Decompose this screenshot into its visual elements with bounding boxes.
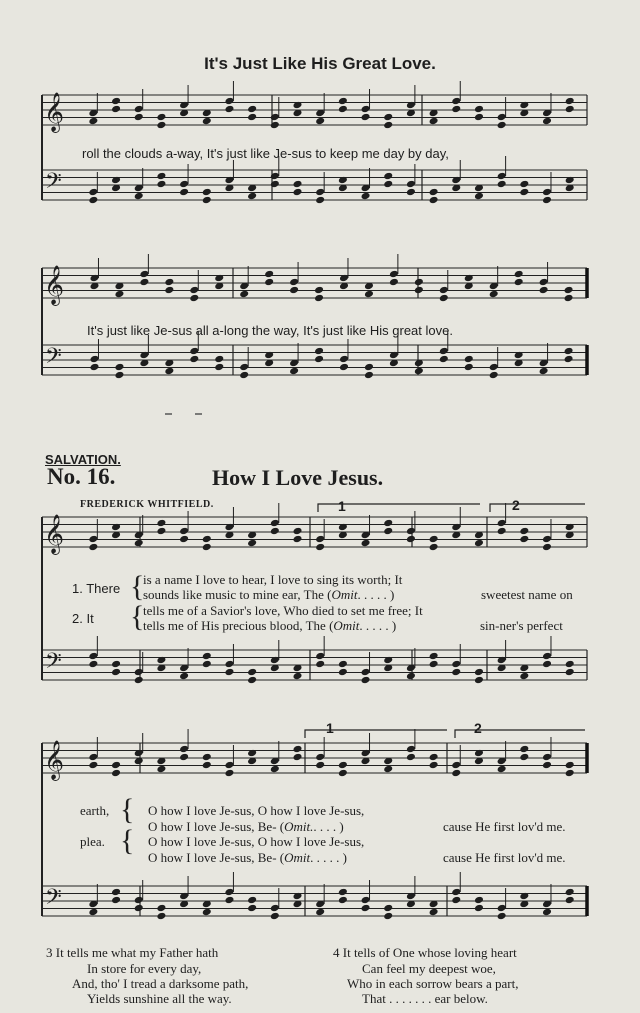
song2-system1-treble-note (429, 543, 439, 552)
song1-system2-bass-note (239, 371, 249, 380)
song1-system1-bass-note (202, 196, 212, 205)
song1-system1-treble-note (224, 97, 234, 106)
song2-system2-bass-note (111, 896, 121, 905)
song2-system1-bass-note (338, 660, 348, 669)
stanza4-line2: Can feel my deepest woe, (362, 961, 496, 976)
song1-system1-treble-note (315, 117, 325, 126)
song2-system1-bass-note (88, 660, 98, 669)
song1-system1-treble-note (474, 105, 484, 114)
song1-system2-treble-note (189, 294, 199, 303)
song1-system1-treble-note (497, 121, 507, 130)
song2-system2-bass-note (202, 908, 212, 917)
song2-system1-treble-clef: 𝄞 (44, 514, 65, 554)
song1-system1-treble-note (338, 97, 348, 106)
verse2-line-a: tells me of a Savior's love, Who died to set me free; It (143, 603, 423, 618)
song1-system1-bass-note (542, 188, 552, 197)
song1-system1-bass-note (315, 188, 325, 197)
song2-system1-treble-note (519, 527, 529, 536)
song2-system2-treble-note (179, 753, 189, 762)
song1-system1-treble-note (270, 113, 280, 122)
song1-system2-treble-note (164, 286, 174, 295)
song2-system2-treble-note (406, 753, 416, 762)
song2-system1-treble-note (315, 535, 325, 544)
song1-system1-bass-note (519, 188, 529, 197)
song2-system2-bass-clef: 𝄢 (45, 885, 62, 915)
song1-system1-bass-note (497, 172, 507, 181)
song1-system1-bass-note (361, 192, 371, 201)
song1-system2-treble-note (414, 278, 424, 287)
song1-system1-bass-note (202, 188, 212, 197)
song1-system2-treble-note (389, 270, 399, 279)
song2-system1-bass-note (293, 672, 303, 681)
hymn-number: No. 16. (47, 464, 116, 489)
song2-system1-bass-note (451, 660, 461, 669)
song2-system1-bass-note (247, 668, 257, 677)
song2-system1-treble-note (519, 535, 529, 544)
verse2-number: 2. It (72, 611, 94, 626)
song1-system1-treble-note (134, 113, 144, 122)
song2-system2-treble-note (565, 761, 575, 770)
song1-system1-bass-note (270, 180, 280, 189)
ending-first-label: 1 (338, 498, 346, 514)
song2-system1-treble-note (88, 535, 98, 544)
ending-first-label-2: 1 (326, 720, 334, 736)
song1-system1-bass-note (156, 180, 166, 189)
song2-system2-treble-clef: 𝄞 (44, 740, 65, 780)
song2-system2-bass-note (224, 888, 234, 897)
song2-system2-bass-note (474, 896, 484, 905)
song2-system1-bass-note (338, 668, 348, 677)
song1-system2-bass-clef: 𝄢 (45, 344, 62, 374)
stanza4-line4: That . . . . . . . ear below. (362, 991, 488, 1006)
song1-system1-treble-note (474, 113, 484, 122)
song2-system1-treble-note (179, 527, 189, 536)
song2-system2-treble-note (429, 761, 439, 770)
song2-system1-bass-note (88, 652, 98, 661)
song2-system2-bass-note (497, 904, 507, 913)
song2-system2-bass-note (565, 888, 575, 897)
song1-system2-treble-note (264, 278, 274, 287)
stanza4-line1: 4 It tells of One whose loving heart (333, 945, 517, 960)
song1-system1-bass-note (497, 180, 507, 189)
song2-system2-bass-note (361, 896, 371, 905)
song2-system1-treble-note (202, 535, 212, 544)
song2-system2-treble-note (542, 761, 552, 770)
song1-system1-bass-note (315, 196, 325, 205)
section-label: SALVATION. (45, 452, 121, 467)
verse1-line-a: is a name I love to hear, I love to sing its worth; It (143, 572, 403, 587)
song2-system2-treble-note (497, 765, 507, 774)
song2-system1-bass-note (224, 660, 234, 669)
song2-system1-treble-note (497, 527, 507, 536)
song2-system1-bass-note (361, 668, 371, 677)
verse1-line-c: earth, (80, 803, 110, 818)
song1-system1-bass-clef: 𝄢 (45, 169, 62, 199)
song2-system1-bass-note (134, 676, 144, 685)
song1-lyric-line1: roll the clouds a-way, It's just like Je-sus to keep me day by day, (82, 146, 449, 161)
song2-system1-bass-clef: 𝄢 (45, 649, 62, 679)
song2-system2-treble-note (315, 753, 325, 762)
song2-system2-bass-note (315, 908, 325, 917)
song1-system1-treble-note (497, 113, 507, 122)
song2-system2-bass-note (247, 896, 257, 905)
song1-system2-bass-note (439, 347, 449, 356)
song1-system2-treble-note (314, 286, 324, 295)
song2-system2-treble-note (293, 753, 303, 762)
song1-system1-bass-note (293, 180, 303, 189)
song1-system2-bass-note (339, 355, 349, 364)
song1-system1-treble-note (247, 113, 257, 122)
ending-second-label-2: 2 (474, 720, 482, 736)
refrain-line2-end: cause He first lov'd me. (443, 819, 566, 834)
song1-system1-bass-note (179, 188, 189, 197)
song2-system2-bass-note (451, 888, 461, 897)
song1-system2-treble-note (439, 286, 449, 295)
song2-system2-bass-note (451, 896, 461, 905)
song2-title: How I Love Jesus. (212, 465, 384, 490)
song1-system1-bass-note (429, 188, 439, 197)
song1-system2-treble-note (564, 286, 574, 295)
song2-system2-treble-note (338, 761, 348, 770)
song2-system1-treble-note (88, 543, 98, 552)
song1-system2-treble-note (289, 286, 299, 295)
song2-system1-treble-note (406, 535, 416, 544)
verse1-line-b: sounds like music to mine ear, The (Omit. . . . . ) (143, 587, 395, 602)
song1-system2-treble-note (114, 290, 124, 299)
song2-system2-bass-note (383, 912, 393, 921)
song2-system2-treble-note (111, 761, 121, 770)
song2-system2-bass-note (338, 888, 348, 897)
song1-system2-bass-note (564, 355, 574, 364)
song1-system2-treble-note (539, 278, 549, 287)
song1-system1-bass-note (474, 192, 484, 201)
song1-system1-treble-note (156, 121, 166, 130)
verse2-line-c: plea. (80, 834, 105, 849)
song1-system1-treble-note (361, 105, 371, 114)
song1-system2-bass-note (214, 355, 224, 364)
song1-system2-bass-note (189, 355, 199, 364)
song2-system1-treble-note (270, 527, 280, 536)
song1-system2-treble-note (539, 286, 549, 295)
song2-system2-bass-note (338, 896, 348, 905)
song1-system2-bass-note (214, 363, 224, 372)
song1-system1-bass-note (156, 172, 166, 181)
refrain-line1: O how I love Je-sus, O how I love Je-sus, (148, 803, 365, 818)
song2-system2-treble-note (315, 761, 325, 770)
song1-system1-bass-note (247, 192, 257, 201)
song1-system1-treble-note (88, 117, 98, 126)
song2-system1-bass-note (429, 652, 439, 661)
song2-system1-treble-note (383, 519, 393, 528)
song2-system1-bass-note (565, 660, 575, 669)
song1-system1-treble-note (111, 105, 121, 114)
song2-system1-bass-note (315, 660, 325, 669)
song2-system1-treble-note (542, 543, 552, 552)
song1-system2-treble-note (489, 290, 499, 299)
song2-system2-treble-note (224, 769, 234, 778)
ending-bracket-second (490, 504, 585, 512)
song2-system1-bass-note (179, 672, 189, 681)
song1-system2-treble-note (414, 286, 424, 295)
song1-system1-bass-note (293, 188, 303, 197)
song2-system1-treble-note (429, 535, 439, 544)
song1-system2-treble-note (239, 290, 249, 299)
song2-system1-bass-note (406, 672, 416, 681)
song1-system2-bass-note (364, 371, 374, 380)
song1-system1-treble-note (451, 105, 461, 114)
song1-system1-treble-note (565, 105, 575, 114)
song1-system1-bass-note (179, 180, 189, 189)
song1-system2-bass-note (339, 363, 349, 372)
song2-system2-bass-note (224, 896, 234, 905)
song1-system1-treble-note (451, 97, 461, 106)
song2-system1-treble-note (474, 539, 484, 548)
song1-system2-bass-note (464, 355, 474, 364)
song2-system1-treble-note (179, 535, 189, 544)
song2-system1-bass-note (202, 652, 212, 661)
song2-system1-bass-note (542, 652, 552, 661)
stanza3-line4: Yields sunshine all the way. (87, 991, 232, 1006)
song2-system1-bass-note (202, 660, 212, 669)
song1-system1-treble-note (542, 117, 552, 126)
song2-system2-treble-note (111, 769, 121, 778)
song2-system1-treble-note (156, 527, 166, 536)
song1-system2-bass-note (90, 363, 100, 372)
song2-system2-bass-note (383, 904, 393, 913)
song2-system1-treble-note (270, 519, 280, 528)
song1-system2-treble-note (139, 278, 149, 287)
song2-system1-bass-note (224, 668, 234, 677)
song2-system2-treble-note (406, 745, 416, 754)
song2-system1-treble-note (406, 527, 416, 536)
song2-system1-bass-note (111, 668, 121, 677)
song1-system1-treble-note (224, 105, 234, 114)
song2-system2-bass-note (156, 912, 166, 921)
song1-system2-treble-note (389, 278, 399, 287)
song1-system1-bass-note (88, 188, 98, 197)
song1-system2-bass-note (489, 371, 499, 380)
verse1-number: 1. There (72, 581, 121, 596)
song2-system1-treble-note (293, 527, 303, 536)
song2-system1-bass-note (519, 672, 529, 681)
song2-system2-bass-note (247, 904, 257, 913)
song1-system2-bass-note (539, 367, 549, 376)
song2-system2-bass-note (361, 904, 371, 913)
song2-system2-bass-note (270, 904, 280, 913)
song1-system2-treble-note (164, 278, 174, 287)
song1-lyric-line2: It's just like Je-sus all a-long the way, It's just like His great love. (87, 323, 453, 338)
song2-system1-treble-note (247, 539, 257, 548)
song2-system1-bass-note (247, 676, 257, 685)
song2-system2-treble-note (451, 761, 461, 770)
song2-system2-treble-note (202, 753, 212, 762)
song2-system2-treble-note (429, 753, 439, 762)
song1-system2-treble-note (314, 294, 324, 303)
song1-system2-treble-note (439, 294, 449, 303)
song1-system2-bass-note (464, 363, 474, 372)
verse1-brace: { (130, 570, 145, 603)
song2-system2-treble-note (519, 753, 529, 762)
song1-system2-treble-note (189, 286, 199, 295)
verse2-brace: { (130, 600, 145, 633)
refrain-line3: O how I love Je-sus, O how I love Je-sus, (148, 834, 365, 849)
song1-system1-treble-note (338, 105, 348, 114)
song2-system1-bass-note (361, 676, 371, 685)
song2-system2-treble-note (338, 769, 348, 778)
song1-system1-bass-note (429, 196, 439, 205)
song1-system2-bass-note (439, 355, 449, 364)
song2-system2-bass-note (497, 912, 507, 921)
song1-system2-treble-note (514, 270, 524, 279)
song1-system1-bass-note (519, 180, 529, 189)
song2-system2-treble-note (179, 745, 189, 754)
song2-system1-bass-note (111, 660, 121, 669)
song1-system1-treble-note (202, 117, 212, 126)
song2-system1-bass-note (134, 668, 144, 677)
song1-system2-bass-note (489, 363, 499, 372)
stanza4-line3: Who in each sorrow bears a part, (347, 976, 519, 991)
song2-system1-treble-note (383, 527, 393, 536)
song2-system2-bass-note (270, 912, 280, 921)
song1-system2-treble-note (564, 294, 574, 303)
song1-system1-bass-note (134, 192, 144, 201)
song1-system2-treble-note (139, 270, 149, 279)
refrain-brace-2: { (120, 824, 135, 857)
refrain-line4-end: cause He first lov'd me. (443, 850, 566, 865)
song2-system2-bass-note (156, 904, 166, 913)
song1-system2-bass-note (114, 363, 124, 372)
song2-system1-bass-note (474, 676, 484, 685)
song2-system2-bass-note (542, 908, 552, 917)
song2-system2-treble-note (88, 761, 98, 770)
verse2-line-a-end: sin-ner's perfect (480, 618, 563, 633)
song2-system2-treble-note (270, 765, 280, 774)
song1-system1-treble-note (134, 105, 144, 114)
song2-system1-treble-note (202, 543, 212, 552)
stanza3-line2: In store for every day, (87, 961, 202, 976)
song1-system1-treble-note (111, 97, 121, 106)
song1-system1-bass-note (383, 180, 393, 189)
song2-system2-bass-note (429, 908, 439, 917)
song2-system1-bass-note (565, 668, 575, 677)
song2-system1-bass-note (315, 652, 325, 661)
song1-system2-bass-note (364, 363, 374, 372)
song2-system1-treble-note (361, 539, 371, 548)
song2-system2-bass-note (134, 904, 144, 913)
song1-system1-bass-note (542, 196, 552, 205)
song1-system1-treble-note (383, 121, 393, 130)
song2-system1-treble-note (156, 519, 166, 528)
song1-system2-bass-note (114, 371, 124, 380)
song1-title: It's Just Like His Great Love. (204, 54, 436, 73)
song2-system2-treble-note (224, 761, 234, 770)
song2-system2-bass-note (111, 888, 121, 897)
ending-second-label: 2 (512, 497, 520, 513)
song1-system2-treble-note (264, 270, 274, 279)
song1-system2-bass-note (239, 363, 249, 372)
song1-system1-bass-note (270, 172, 280, 181)
song2-system2-bass-note (134, 896, 144, 905)
song1-system1-treble-note (156, 113, 166, 122)
song1-system2-treble-note (289, 278, 299, 287)
song1-system1-treble-note (247, 105, 257, 114)
song2-system2-treble-note (293, 745, 303, 754)
song2-system1-bass-note (429, 660, 439, 669)
song2-system2-treble-note (383, 765, 393, 774)
stanza3-line3: And, tho' I tread a darksome path, (72, 976, 249, 991)
song1-system2-bass-note (414, 367, 424, 376)
song1-system2-treble-note (514, 278, 524, 287)
refrain-line4: O how I love Je-sus, Be- (Omit. . . . . ) (148, 850, 347, 865)
song1-system2-bass-note (289, 367, 299, 376)
song1-system2-bass-note (564, 347, 574, 356)
song1-system1-bass-note (406, 188, 416, 197)
song2-system1-treble-note (134, 539, 144, 548)
song1-system2-bass-note (90, 355, 100, 364)
song2-system2-treble-note (519, 745, 529, 754)
refrain-brace-1: { (120, 793, 135, 826)
song2-system2-bass-note (88, 908, 98, 917)
song2-system1-treble-note (315, 543, 325, 552)
stanza3-line1: 3 It tells me what my Father hath (46, 945, 219, 960)
song1-system1-treble-note (383, 113, 393, 122)
song2-system2-treble-note (202, 761, 212, 770)
song2-system1-bass-note (474, 668, 484, 677)
song2-system2-bass-note (474, 904, 484, 913)
refrain-line2: O how I love Je-sus, Be- (Omit.. . . . ) (148, 819, 344, 834)
song2-system1-treble-note (497, 519, 507, 528)
song2-system2-treble-note (542, 753, 552, 762)
song1-system1-bass-note (383, 172, 393, 181)
song1-system2-bass-note (314, 355, 324, 364)
verse2-line-b: tells me of His precious blood, The (Omit. . . . . ) (143, 618, 397, 633)
song2-system2-treble-note (451, 769, 461, 778)
song2-system1-bass-note (451, 668, 461, 677)
song2-system2-treble-note (565, 769, 575, 778)
song2-system2-bass-note (565, 896, 575, 905)
song1-system1-treble-clef: 𝄞 (44, 92, 65, 132)
song2-system2-treble-note (156, 765, 166, 774)
song1-system1-bass-note (88, 196, 98, 205)
song1-system2-treble-note (364, 290, 374, 299)
song1-system1-treble-note (565, 97, 575, 106)
song1-system1-bass-note (406, 180, 416, 189)
verse1-line-a-end: sweetest name on (481, 587, 573, 602)
song1-system2-bass-note (189, 347, 199, 356)
song2-system1-bass-note (542, 660, 552, 669)
song1-system2-bass-note (314, 347, 324, 356)
song1-system2-treble-clef: 𝄞 (44, 265, 65, 305)
song1-system1-treble-note (429, 117, 439, 126)
song1-system1-treble-note (270, 121, 280, 130)
song1-system2-bass-note (164, 367, 174, 376)
author: FREDERICK WHITFIELD. (80, 499, 214, 510)
song2-system2-treble-note (88, 753, 98, 762)
song1-system1-treble-note (361, 113, 371, 122)
song2-system1-treble-note (293, 535, 303, 544)
song2-system1-treble-note (542, 535, 552, 544)
